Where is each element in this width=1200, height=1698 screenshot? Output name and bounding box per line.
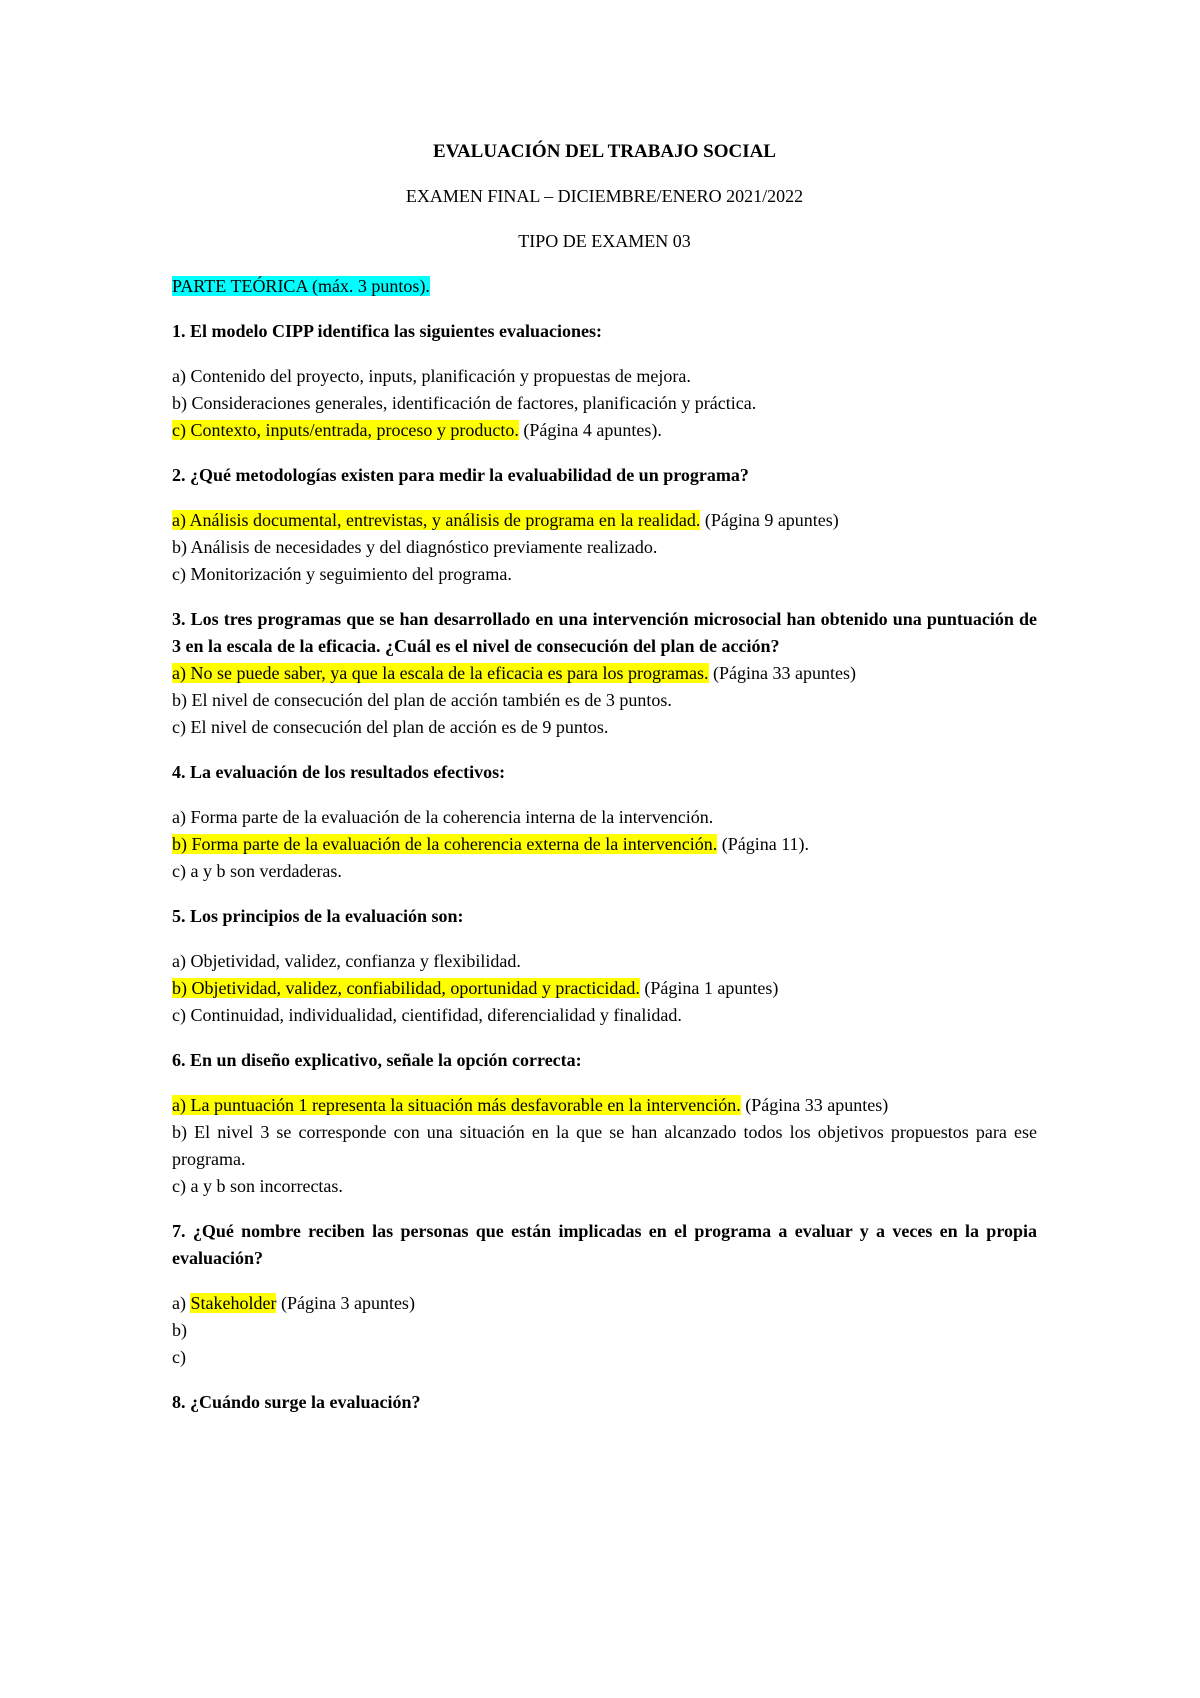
question-1-option-b: b) Consideraciones generales, identificación de factores, planificación y práctica. — [172, 393, 757, 413]
question-6-answer-highlight: a) La puntuación 1 representa la situación más desfavorable en la intervención. — [172, 1095, 741, 1115]
question-6-option-b: b) El nivel 3 se corresponde con una situación en la que se han alcanzado todos los objetivos propuestos para ese programa. — [172, 1122, 1037, 1169]
question-1-reference: (Página 4 apuntes). — [518, 420, 662, 440]
question-7-option-a-prefix: a) — [172, 1293, 191, 1313]
question-7-option-c: c) — [172, 1347, 186, 1367]
question-7-text: 7. ¿Qué nombre reciben las personas que están implicadas en el programa a evaluar y a veces en la propia evaluación? — [172, 1221, 1037, 1268]
question-5 — [172, 903, 1037, 1029]
question-2-text: 2. ¿Qué metodologías existen para medir la evaluabilidad de un programa? — [172, 465, 749, 485]
section-heading — [172, 273, 1037, 300]
question-3-option-c: c) El nivel de consecución del plan de acción es de 9 puntos. — [172, 717, 609, 737]
question-8 — [172, 1389, 1037, 1416]
question-7-option-a — [172, 1290, 1037, 1317]
question-3-answer-highlight: a) No se puede saber, ya que la escala de la eficacia es para los programas. — [172, 663, 709, 683]
question-1-option-c — [172, 417, 1037, 444]
question-7-reference: (Página 3 apuntes) — [276, 1293, 415, 1313]
question-6-text: 6. En un diseño explicativo, señale la opción correcta: — [172, 1050, 582, 1070]
question-6-option-c: c) a y b son incorrectas. — [172, 1176, 343, 1196]
question-7-option-b: b) — [172, 1320, 187, 1340]
exam-type: TIPO DE EXAMEN 03 — [518, 231, 691, 251]
question-8-text: 8. ¿Cuándo surge la evaluación? — [172, 1392, 421, 1412]
question-6-option-a — [172, 1092, 1037, 1119]
question-3 — [172, 606, 1037, 741]
question-5-option-b — [172, 975, 1037, 1002]
question-7 — [172, 1218, 1037, 1371]
question-5-reference: (Página 1 apuntes) — [639, 978, 779, 998]
question-4-option-b — [172, 831, 1037, 858]
question-5-option-a: a) Objetividad, validez, confianza y flexibilidad. — [172, 951, 521, 971]
question-6 — [172, 1047, 1037, 1200]
question-2-reference: (Página 9 apuntes) — [700, 510, 839, 530]
question-5-answer-highlight: b) Objetividad, validez, confiabilidad, oportunidad y practicidad. — [172, 978, 640, 998]
question-2 — [172, 462, 1037, 588]
question-4 — [172, 759, 1037, 885]
question-1 — [172, 318, 1037, 444]
question-5-option-c: c) Continuidad, individualidad, cientifidad, diferencialidad y finalidad. — [172, 1005, 682, 1025]
question-4-answer-highlight: b) Forma parte de la evaluación de la coherencia externa de la intervención. — [172, 834, 718, 854]
question-7-answer-highlight: Stakeholder — [190, 1293, 277, 1313]
question-1-text: 1. El modelo CIPP identifica las siguientes evaluaciones: — [172, 321, 602, 341]
question-3-reference: (Página 33 apuntes) — [708, 663, 856, 683]
question-2-option-c: c) Monitorización y seguimiento del programa. — [172, 564, 512, 584]
question-3-option-b: b) El nivel de consecución del plan de acción también es de 3 puntos. — [172, 690, 672, 710]
question-4-reference: (Página 11). — [717, 834, 810, 854]
question-6-reference: (Página 33 apuntes) — [740, 1095, 889, 1115]
question-2-option-a — [172, 507, 1037, 534]
question-1-answer-highlight: c) Contexto, inputs/entrada, proceso y producto. — [172, 420, 519, 440]
question-2-answer-highlight: a) Análisis documental, entrevistas, y análisis de programa en la realidad. — [172, 510, 701, 530]
section-label: PARTE TEÓRICA (máx. 3 puntos). — [172, 276, 430, 296]
question-5-text: 5. Los principios de la evaluación son: — [172, 906, 464, 926]
question-4-text: 4. La evaluación de los resultados efectivos: — [172, 762, 506, 782]
question-1-option-a: a) Contenido del proyecto, inputs, planificación y propuestas de mejora. — [172, 366, 691, 386]
question-3-text: 3. Los tres programas que se han desarrollado en una intervención microsocial han obtenido una puntuación de 3 en la escala de la eficacia. ¿Cuál es el nivel de consecución del plan de acción? — [172, 609, 1037, 656]
question-2-option-b: b) Análisis de necesidades y del diagnóstico previamente realizado. — [172, 537, 658, 557]
document-title: EVALUACIÓN DEL TRABAJO SOCIAL — [433, 141, 776, 162]
question-3-option-a — [172, 660, 1037, 687]
question-4-option-c: c) a y b son verdaderas. — [172, 861, 342, 881]
question-4-option-a: a) Forma parte de la evaluación de la coherencia interna de la intervención. — [172, 807, 714, 827]
exam-subtitle: EXAMEN FINAL – DICIEMBRE/ENERO 2021/2022 — [405, 186, 804, 206]
